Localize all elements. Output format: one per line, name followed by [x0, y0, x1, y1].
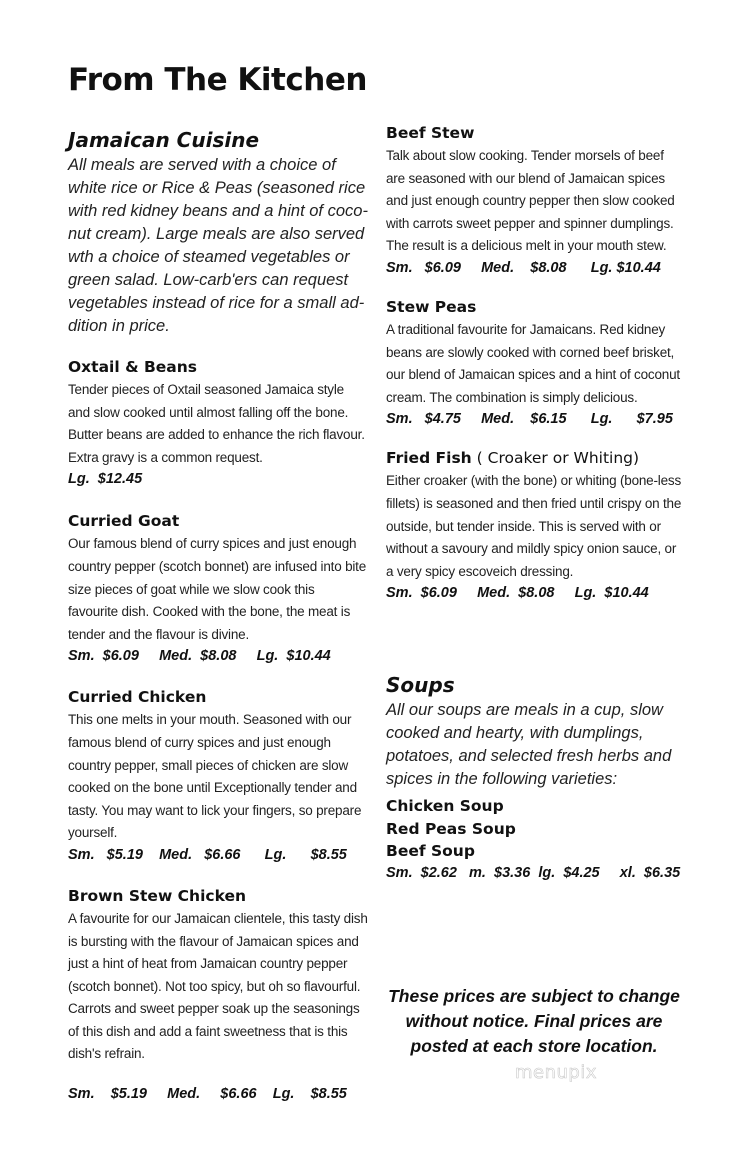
item-price: Sm. $4.75 Med. $6.15 Lg. $7.95 — [386, 411, 673, 428]
item-description: Either croaker (with the bone) or whiting (bone-less fillets) is seasoned and then fried until crispy on the outside, but tender inside. This is served with or without a savoury and mildly spicy onion sauce, or a very spicy escoveich dressing. — [386, 473, 682, 579]
jamaican-cuisine-section — [68, 128, 368, 338]
soup-item: Chicken Soup — [386, 797, 504, 816]
menu-item-oxtail-beans — [68, 358, 368, 487]
menupix-watermark: menupix — [515, 1062, 598, 1083]
item-description: A favourite for our Jamaican clientele, this tasty dish is bursting with the flavour of Jamaican spices and just a hint of heat from Jamaican country pepper (scotch bonnet). Not too spicy, but oh so flavourful. Carrots and sweet pepper soak up the seasonings of this dish and add a faint sweetness that is this dish's refrain. — [68, 910, 368, 1062]
left-column — [68, 128, 368, 1102]
item-name — [386, 449, 686, 467]
menu-item-curried-goat — [68, 512, 368, 664]
item-name: Stew Peas — [386, 297, 477, 316]
soups-section — [386, 673, 686, 881]
soup-item: Beef Soup — [386, 842, 475, 861]
item-description: Tender pieces of Oxtail seasoned Jamaica style and slow cooked until almost falling off the bone. Butter beans are added to enhance the rich flavour. Extra gravy is a common request. — [68, 382, 365, 465]
item-name: Beef Stew — [386, 124, 475, 142]
item-description: A traditional favourite for Jamaicans. Red kidney beans are slowly cooked with corned beef brisket, our blend of Jamaican spices and a hint of coconut cream. The combination is simply delicious. — [386, 321, 680, 405]
jamaican-cuisine-intro: All meals are served with a choice of white rice or Rice & Peas (seasoned rice with red kidney beans and a hint of coco-nut cream). Large meals are also served wth a choice of steamed vegetables or green salad. Low-carb'ers can request vegetables instead of rice for a small ad-dition in price. — [68, 156, 368, 335]
item-name: Curried Goat — [68, 512, 180, 531]
section-heading-jamaican-cuisine: Jamaican Cuisine — [68, 128, 260, 152]
item-price: Sm. $5.19 Med. $6.66 Lg. $8.55 — [68, 846, 347, 863]
item-name: Brown Stew Chicken — [68, 886, 247, 905]
menu-item-stew-peas — [386, 298, 686, 427]
soup-item: Red Peas Soup — [386, 819, 516, 838]
item-price: Sm. $6.09 Med. $8.08 Lg. $10.44 — [386, 259, 661, 276]
item-price: Sm. $6.09 Med. $8.08 Lg. $10.44 — [68, 648, 331, 665]
price-notice: These prices are subject to change without notice. Final prices are posted at each store location. — [388, 986, 680, 1056]
item-description: Talk about slow cooking. Tender morsels of beef are seasoned with our blend of Jamaican spices and just enough country pepper then slow cooked with carrots sweet pepper and spinner dumplings. The result is a delicious melt in your mouth stew. — [386, 148, 675, 254]
item-name-main: Fried Fish — [386, 449, 472, 468]
section-heading-soups: Soups — [386, 673, 455, 698]
soups-intro: All our soups are meals in a cup, slow cooked and hearty, with dumplings, potatoes, and selected fresh herbs and spices in the following varieties: — [386, 701, 672, 789]
item-name: Oxtail & Beans — [68, 358, 198, 376]
soup-list — [386, 795, 686, 863]
item-name-variant: ( Croaker or Whiting) — [471, 449, 640, 468]
item-description: Our famous blend of curry spices and just enough country pepper (scotch bonnet) are infused into bite size pieces of goat while we slow cook this favourite dish. Cooked with the bone, the meat is tender and the flavour is divine. — [68, 536, 367, 642]
soups-price: Sm. $2.62 m. $3.36 lg. $4.25 xl. $6.35 — [386, 864, 681, 881]
menu-item-fried-fish — [386, 449, 686, 601]
item-price: Sm. $5.19 Med. $6.66 Lg. $8.55 — [68, 1086, 347, 1103]
item-name: Curried Chicken — [68, 688, 207, 707]
menu-item-curried-chicken — [68, 688, 368, 863]
item-description: This one melts in your mouth. Seasoned with our famous blend of curry spices and just enough country pepper, small pieces of chicken are slow cooked on the bone until Exceptionally tender and tasty. You may want to lick your fingers, so prepare yourself. — [68, 712, 362, 841]
item-price: Lg. $12.45 — [68, 471, 143, 488]
menu-item-beef-stew — [386, 124, 686, 276]
item-price: Sm. $6.09 Med. $8.08 Lg. $10.44 — [386, 585, 649, 602]
page-title: From The Kitchen — [68, 62, 367, 98]
right-column — [386, 124, 686, 881]
menu-item-brown-stew-chicken — [68, 887, 368, 1102]
